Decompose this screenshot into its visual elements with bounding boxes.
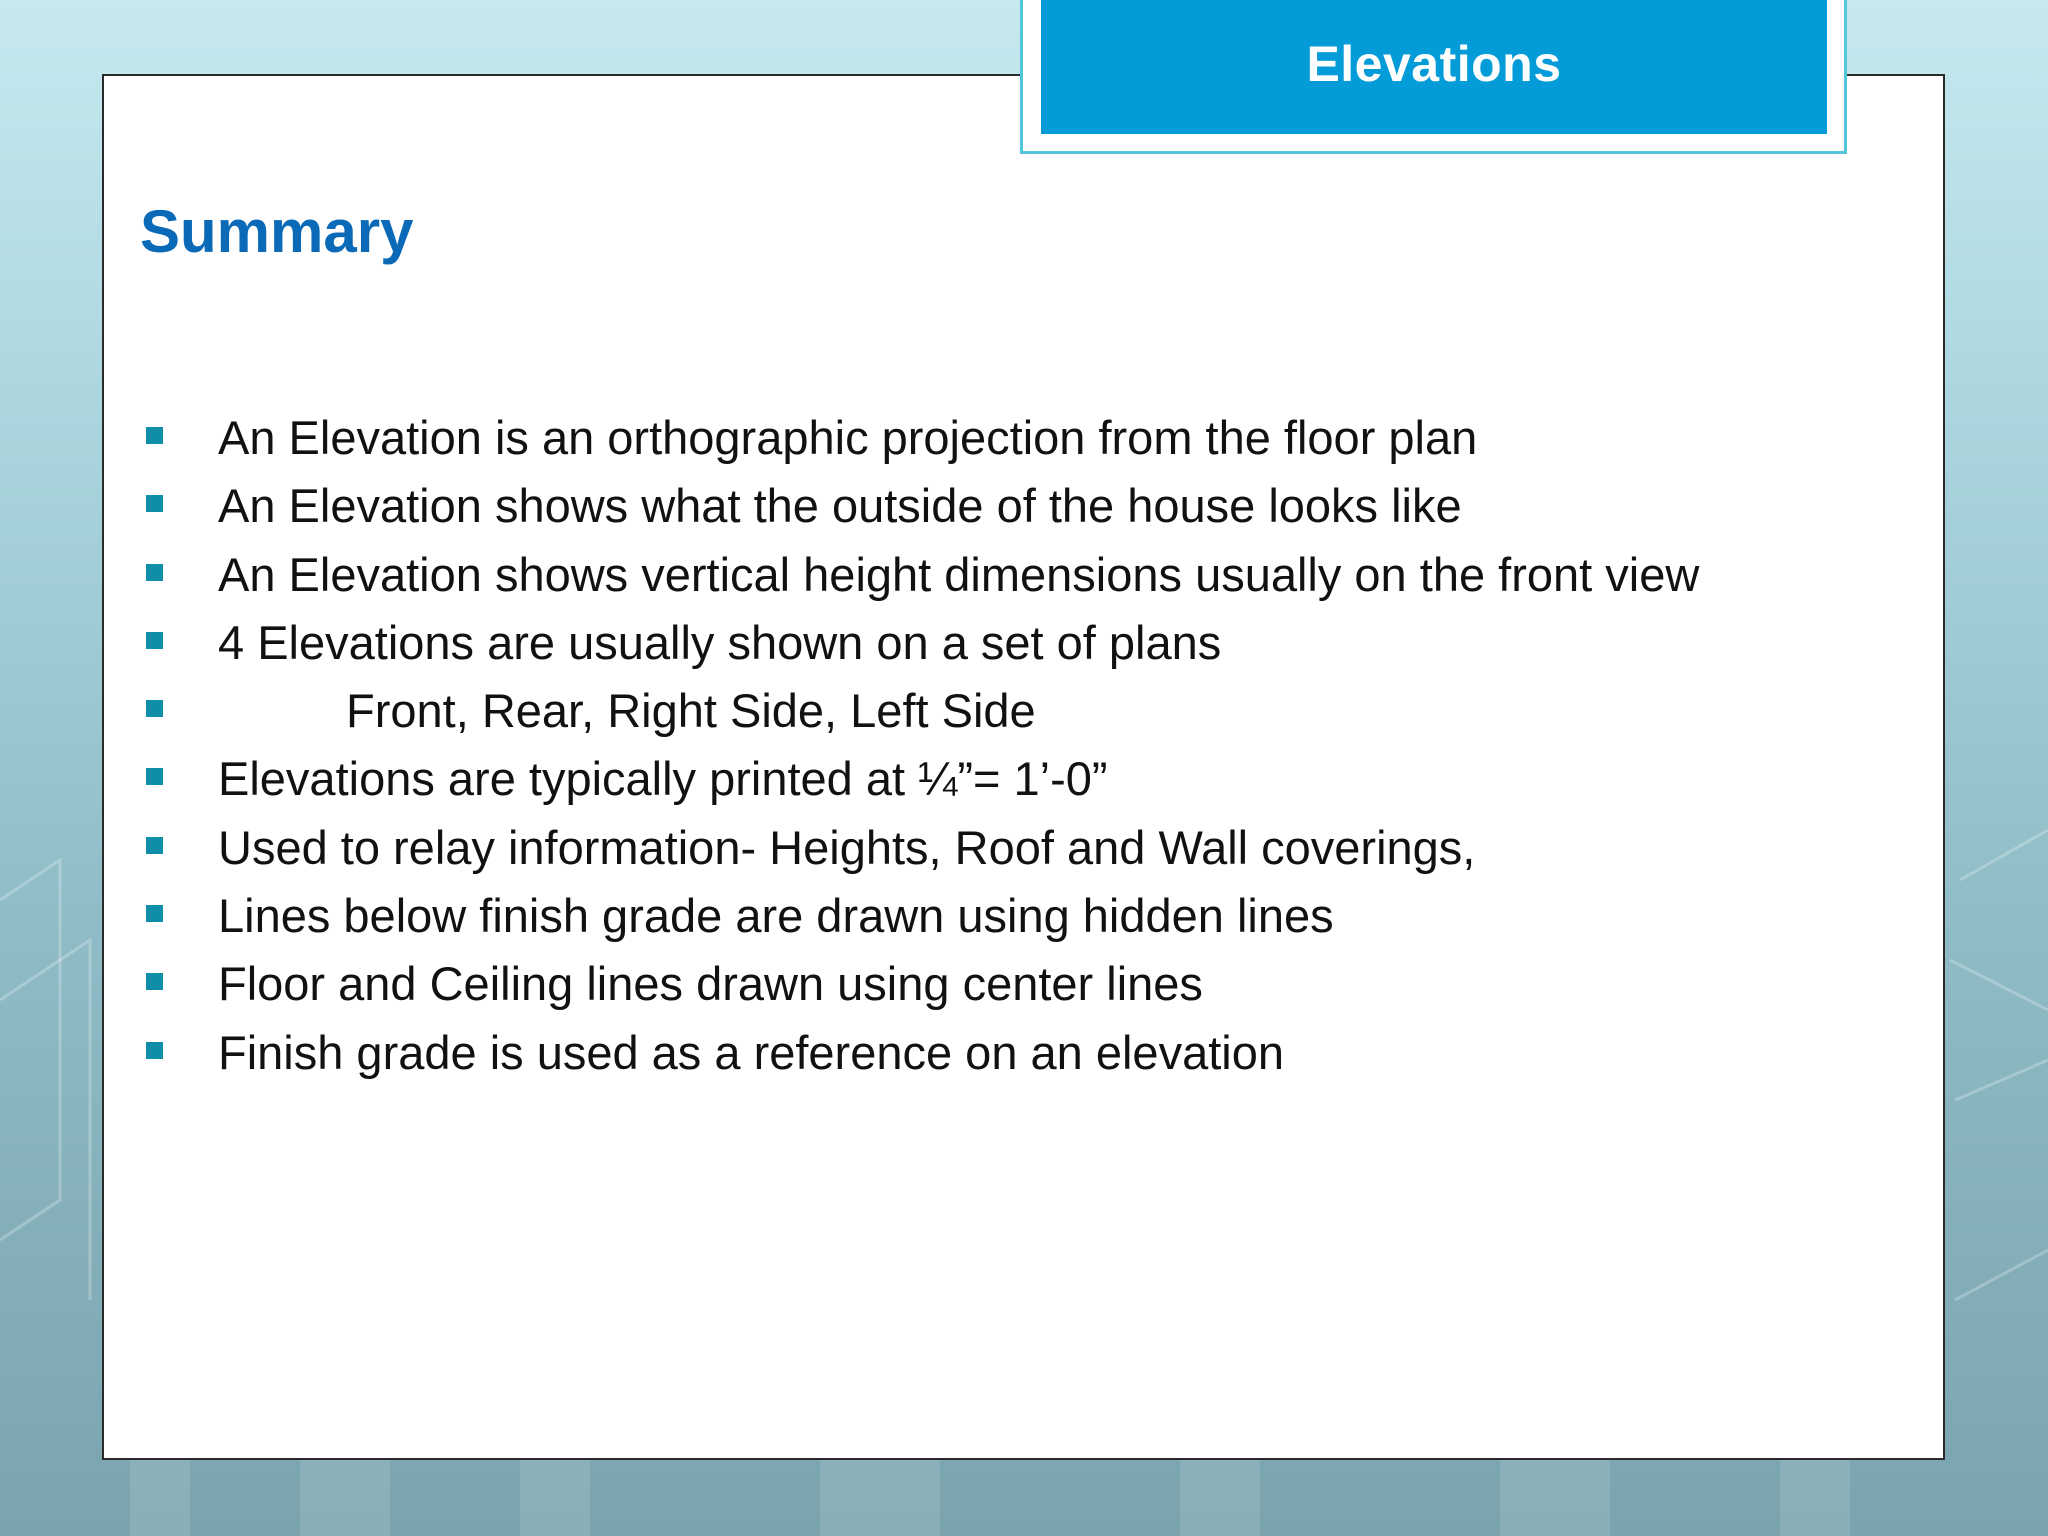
square-bullet-icon [146, 427, 163, 444]
bullet-item [140, 950, 1920, 1018]
bullet-list [140, 404, 1920, 1087]
square-bullet-icon [146, 564, 163, 581]
square-bullet-icon [146, 768, 163, 785]
bullet-text: 4 Elevations are usually shown on a set of plans [218, 615, 1222, 669]
square-bullet-icon [146, 973, 163, 990]
square-bullet-icon [146, 495, 163, 512]
bullet-item [140, 472, 1920, 540]
section-tab-label: Elevations [1306, 36, 1562, 92]
bullet-item [140, 745, 1920, 813]
bullet-item [140, 541, 1920, 609]
bullet-text: An Elevation is an orthographic projection from the floor plan [218, 411, 1478, 464]
bullet-text: Floor and Ceiling lines drawn using center lines [218, 957, 1203, 1011]
bullet-item [140, 677, 1920, 745]
bullet-item [140, 1019, 1920, 1087]
bullet-text-indented: Front, Rear, Right Side, Left Side [346, 684, 1036, 738]
bullet-text: An Elevation shows what the outside of the house looks like [218, 479, 1462, 533]
bullet-item [140, 814, 1920, 882]
bullet-item [140, 882, 1920, 950]
bullet-text: Used to relay information- Heights, Roof and Wall coverings, [218, 820, 1476, 874]
bullet-text: Finish grade is used as a reference on an elevation [218, 1025, 1284, 1079]
square-bullet-icon [146, 632, 163, 649]
square-bullet-icon [146, 837, 163, 854]
slide-title: Summary [140, 198, 414, 265]
bullet-text: An Elevation shows vertical height dimensions usually on the front view [218, 547, 1700, 601]
square-bullet-icon [146, 905, 163, 922]
bullet-text: Lines below finish grade are drawn using hidden lines [218, 889, 1334, 943]
bullet-item [140, 404, 1920, 472]
square-bullet-icon [146, 1042, 163, 1059]
section-tab [1041, 0, 1827, 134]
bullet-text: Elevations are typically printed at ¼”= 1’-0” [218, 752, 1108, 806]
square-bullet-icon [146, 700, 163, 717]
bullet-item [140, 609, 1920, 677]
